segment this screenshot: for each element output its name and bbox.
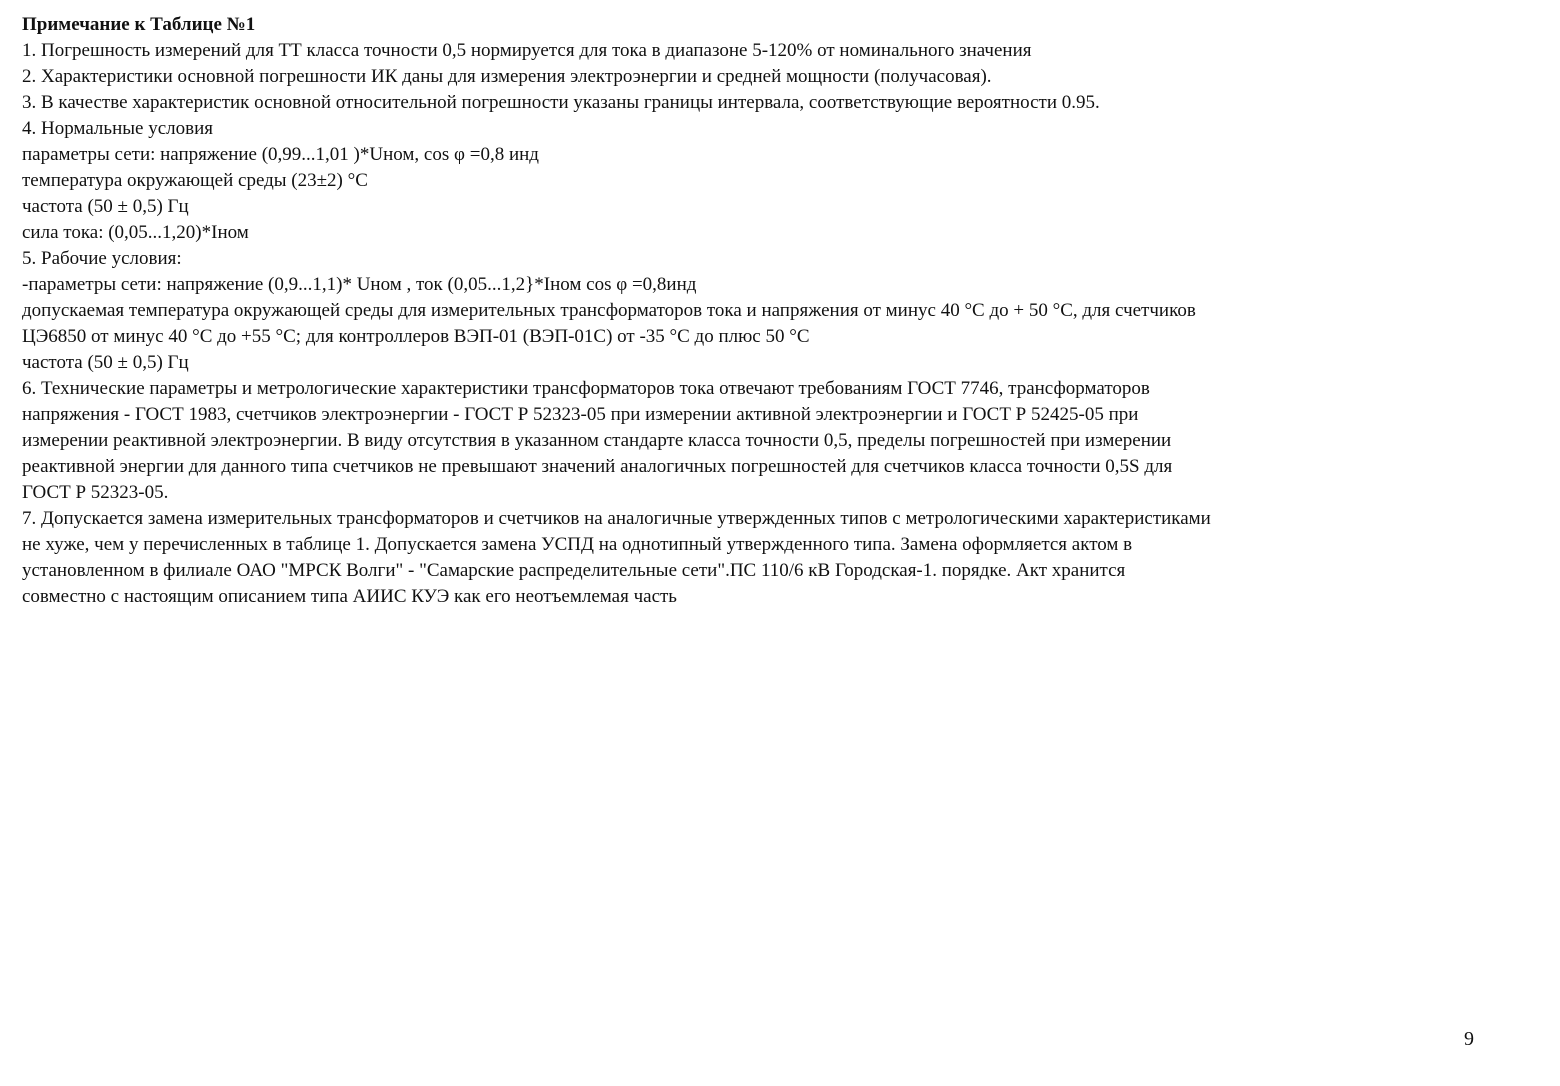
note-line: температура окружающей среды (23±2) °С bbox=[22, 170, 368, 191]
note-line: установленном в филиале ОАО "МРСК Волги" - "Самарские распределительные сети".ПС 110/6 кВ Городская-1. порядке. Акт хранится bbox=[22, 560, 1126, 581]
note-line: сила тока: (0,05...1,20)*Iном bbox=[22, 222, 249, 243]
note-line: реактивной энергии для данного типа счетчиков не превышают значений аналогичных погрешностей для счетчиков класса точности 0,5S для bbox=[22, 456, 1173, 477]
document-title: Примечание к Таблице №1 bbox=[22, 14, 256, 35]
note-line: совместно с настоящим описанием типа АИИС КУЭ как его неотъемлемая часть bbox=[22, 586, 677, 607]
note-line: допускаемая температура окружающей среды для измерительных трансформаторов тока и напряжения от минус 40 °С до + 50 °С, для счетчиков bbox=[22, 300, 1196, 321]
note-line: не хуже, чем у перечисленных в таблице 1. Допускается замена УСПД на однотипный утвержденного типа. Замена оформляется актом в bbox=[22, 534, 1133, 555]
note-line: 5. Рабочие условия: bbox=[22, 248, 182, 269]
note-line: 1. Погрешность измерений для ТТ класса точности 0,5 нормируется для тока в диапазоне 5-120% от номинального значения bbox=[22, 40, 1032, 61]
note-line: 6. Технические параметры и метрологические характеристики трансформаторов тока отвечают требованиям ГОСТ 7746, трансформаторов bbox=[22, 378, 1150, 399]
note-line: -параметры сети: напряжение (0,9...1,1)* Uном , ток (0,05...1,2}*Iном cos φ =0,8инд bbox=[22, 274, 697, 295]
note-line: напряжения - ГОСТ 1983, счетчиков электроэнергии - ГОСТ Р 52323-05 при измерении активной электроэнергии и ГОСТ Р 52425-05 при bbox=[22, 404, 1139, 425]
page-number: 9 bbox=[1464, 1028, 1474, 1050]
note-line: 2. Характеристики основной погрешности ИК даны для измерения электроэнергии и средней мощности (получасовая). bbox=[22, 66, 992, 87]
note-line: измерении реактивной электроэнергии. В виду отсутствия в указанном стандарте класса точности 0,5, пределы погрешностей при измерении bbox=[22, 430, 1172, 451]
note-line: 7. Допускается замена измерительных трансформаторов и счетчиков на аналогичные утвержденных типов с метрологическими характеристиками bbox=[22, 508, 1211, 529]
note-line: 4. Нормальные условия bbox=[22, 118, 213, 139]
note-line: ЦЭ6850 от минус 40 °С до +55 °С; для контроллеров ВЭП-01 (ВЭП-01С) от -35 °С до плюс 50 °С bbox=[22, 326, 810, 347]
note-line: 3. В качестве характеристик основной относительной погрешности указаны границы интервала, соответствующие вероятности 0.95. bbox=[22, 92, 1100, 113]
note-line: ГОСТ Р 52323-05. bbox=[22, 482, 169, 503]
note-line: частота (50 ± 0,5) Гц bbox=[22, 196, 189, 217]
document-page bbox=[22, 12, 1522, 610]
note-line: параметры сети: напряжение (0,99...1,01 )*Uном, cos φ =0,8 инд bbox=[22, 144, 539, 165]
note-line: частота (50 ± 0,5) Гц bbox=[22, 352, 189, 373]
